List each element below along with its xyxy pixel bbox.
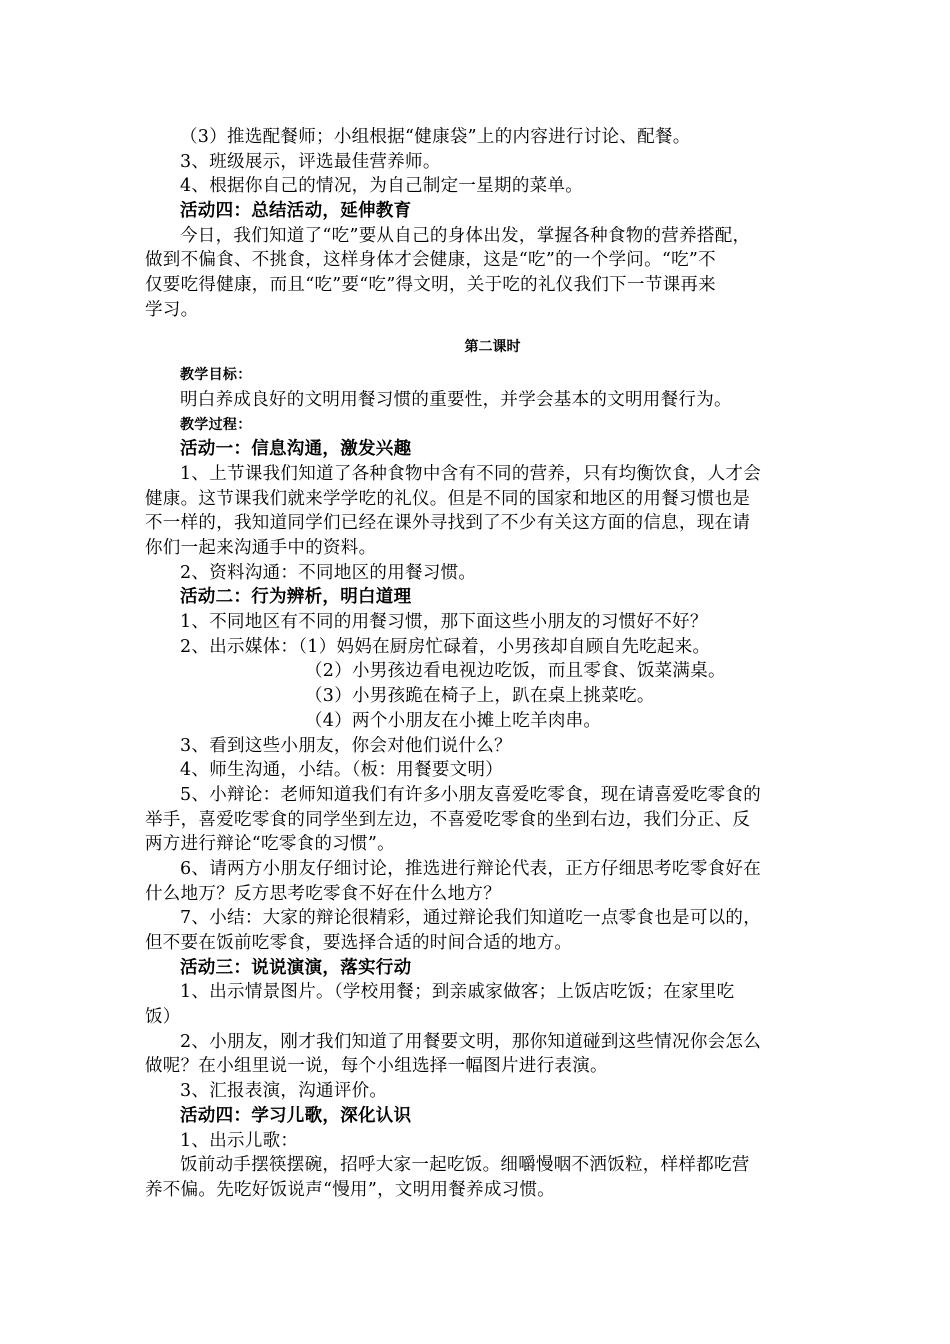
song-line: 饭前动手摆筷摆碗，招呼大家一起吃饭。细嚼慢咽不洒饭粒，样样都吃营 (180, 1155, 750, 1176)
process-label: 教学过程： (180, 416, 252, 433)
paragraph-line: 不一样的，我知道同学们已经在课外寻找到了不少有关这方面的信息，现在请 (145, 513, 751, 534)
paragraph-line: 1、出示儿歌： (180, 1130, 299, 1151)
section-title: 第二课时 (464, 338, 521, 355)
activity-heading: 活动三：说说演演，落实行动 (180, 957, 412, 978)
goal-label: 教学目标： (180, 367, 252, 384)
paragraph-line: 做到不偏食、不挑食，这样身体才会健康，这是“吃”的一个学问。“吃”不 (145, 250, 716, 271)
paragraph-line: 1、出示情景图片。（学校用餐；到亲戚家做客；上饭店吃饭；在家里吃 (180, 982, 735, 1003)
paragraph-line: 明白养成良好的文明用餐习惯的重要性，并学会基本的文明用餐行为。 (180, 389, 732, 410)
paragraph-line: 两方进行辩论“吃零食的习惯”。 (145, 834, 395, 855)
media-item: （4）两个小朋友在小摊上吃羊肉串。 (305, 710, 602, 731)
paragraph-line: 3、班级展示，评选最佳营养师。 (180, 151, 441, 172)
paragraph-line: 举手，喜爱吃零食的同学坐到左边，不喜爱吃零食的坐到右边，我们分正、反 (145, 809, 751, 830)
activity-heading: 活动一：信息沟通，激发兴趣 (180, 439, 412, 460)
paragraph-line: 做呢？在小组里说一说，每个小组选择一幅图片进行表演。 (145, 1056, 608, 1077)
paragraph-line: 仅要吃得健康，而且“吃”要“吃”得文明，关于吃的礼仪我们下一节课再来 (145, 275, 716, 296)
paragraph-line: 饭） (145, 1007, 181, 1028)
paragraph-line: 2、出示媒体：（1）妈妈在厨房忙碌着，小男孩却自顾自先吃起来。 (180, 636, 711, 657)
paragraph-line: 1、不同地区有不同的用餐习惯，那下面这些小朋友的习惯好不好？ (180, 612, 708, 633)
paragraph-line: 2、小朋友，刚才我们知道了用餐要文明，那你知道碰到这些情况你会怎么 (180, 1031, 762, 1052)
paragraph-line: 但不要在饭前吃零食，要选择合适的时间合适的地方。 (145, 933, 573, 953)
activity-heading: 活动四：学习儿歌，深化认识 (180, 1105, 412, 1126)
paragraph-line: 今日，我们知道了“吃”要从自己的身体出发，掌握各种食物的营养搭配， (180, 225, 751, 246)
paragraph-line: 1、上节课我们知道了各种食物中含有不同的营养，只有均衡饮食，人才会 (180, 463, 762, 484)
media-item: （3）小男孩跪在椅子上，趴在桌上挑菜吃。 (305, 686, 655, 707)
song-line: 养不偏。先吃好饭说声“慢用”，文明用餐养成习惯。 (145, 1179, 556, 1200)
activity-heading: 活动四：总结活动，延伸教育 (180, 201, 412, 222)
activity-heading: 活动二：行为辨析，明白道理 (180, 587, 412, 608)
paragraph-line: 你们一起来沟通手中的资料。 (145, 538, 377, 558)
paragraph-line: 健康。这节课我们就来学学吃的礼仪。但是不同的国家和地区的用餐习惯也是 (145, 488, 751, 509)
paragraph-line: （3）推选配餐师；小组根据“健康袋”上的内容进行讨论、配餐。 (180, 127, 691, 147)
paragraph-line: 4、师生沟通，小结。（板：用餐要文明） (180, 760, 504, 781)
paragraph-line: 学习。 (145, 299, 199, 320)
paragraph-line: 7、小结：大家的辩论很精彩，通过辩论我们知道吃一点零食也是可以的， (180, 908, 762, 929)
paragraph-line: 4、根据你自己的情况，为自己制定一星期的菜单。 (180, 176, 584, 197)
paragraph-line: 5、小辩论：老师知道我们有许多小朋友喜爱吃零食，现在请喜爱吃零食的 (180, 784, 762, 805)
paragraph-line: 2、资料沟通：不同地区的用餐习惯。 (180, 562, 477, 583)
document-body (145, 125, 810, 1203)
paragraph-line: 什么地万？反方思考吃零食不好在什么地方？ (145, 883, 501, 904)
paragraph-line: 3、看到这些小朋友，你会对他们说什么？ (180, 735, 512, 756)
media-item: （2）小男孩边看电视边吃饭，而且零食、饭菜满桌。 (305, 661, 726, 682)
paragraph-line: 6、请两方小朋友仔细讨论，推选进行辩论代表，正方仔细思考吃零食好在 (180, 858, 762, 879)
paragraph-line: 3、汇报表演，沟通评价。 (180, 1081, 388, 1102)
